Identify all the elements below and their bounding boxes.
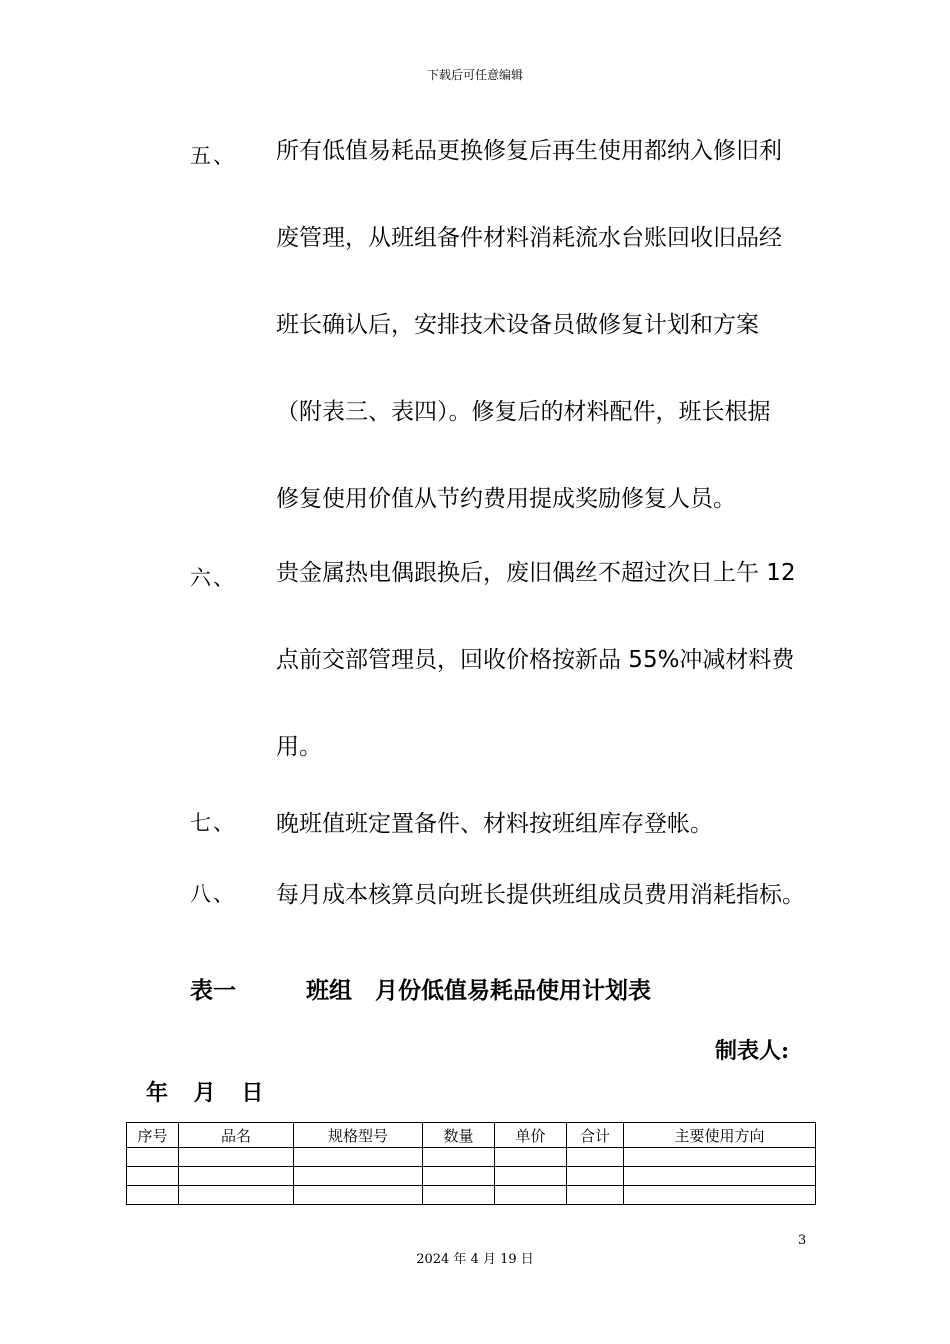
page-number: 3 bbox=[798, 1233, 807, 1248]
clause-line: 所有低值易耗品更换修复后再生使用都纳入修旧利 bbox=[276, 138, 782, 164]
clause-number: 八、 bbox=[190, 882, 236, 906]
table-cell bbox=[294, 1148, 423, 1167]
clause-line: 用。 bbox=[276, 734, 322, 760]
column-header: 合计 bbox=[567, 1123, 624, 1148]
clause-text: 晚班值班定置备件、材料按班组库存登帐。 bbox=[276, 811, 713, 837]
table-cell bbox=[294, 1186, 423, 1205]
table-row bbox=[127, 1148, 816, 1167]
date-label: 年 月 日 bbox=[146, 1080, 264, 1106]
table-cell bbox=[179, 1148, 294, 1167]
clause-number: 六、 bbox=[190, 566, 236, 590]
clause-number: 七、 bbox=[190, 811, 236, 835]
table-cell bbox=[567, 1148, 624, 1167]
column-header: 品名 bbox=[179, 1123, 294, 1148]
table-title bbox=[190, 972, 651, 1005]
table-cell bbox=[127, 1148, 179, 1167]
table-cell bbox=[624, 1186, 816, 1205]
column-header: 规格型号 bbox=[294, 1123, 423, 1148]
table-header-row bbox=[127, 1123, 816, 1148]
table-row bbox=[127, 1186, 816, 1205]
column-header: 序号 bbox=[127, 1123, 179, 1148]
column-header: 单价 bbox=[495, 1123, 567, 1148]
clause-text bbox=[276, 530, 816, 791]
clause-line: 贵金属热电偶跟换后，废旧偶丝不超过次日上午 12 bbox=[276, 560, 796, 586]
table-cell bbox=[294, 1167, 423, 1186]
clause-line: 班长确认后，安排技术设备员做修复计划和方案 bbox=[276, 312, 759, 338]
table-cell bbox=[567, 1186, 624, 1205]
table-label: 表一 bbox=[190, 978, 236, 1004]
maker-label: 制表人: bbox=[715, 1038, 790, 1064]
table-cell bbox=[567, 1167, 624, 1186]
clause-text: 每月成本核算员向班长提供班组成员费用消耗指标。 bbox=[276, 882, 805, 908]
plan-table bbox=[126, 1122, 816, 1205]
column-header: 主要使用方向 bbox=[624, 1123, 816, 1148]
table-row bbox=[127, 1167, 816, 1186]
clause-line: 废管理，从班组备件材料消耗流水台账回收旧品经 bbox=[276, 225, 782, 251]
clause-line: （附表三、表四）。修复后的材料配件，班长根据 bbox=[276, 399, 771, 425]
clause-text bbox=[276, 108, 816, 543]
table-cell bbox=[179, 1186, 294, 1205]
clause-number: 五、 bbox=[190, 144, 236, 168]
table-cell bbox=[127, 1167, 179, 1186]
table-cell bbox=[624, 1167, 816, 1186]
table-cell bbox=[423, 1148, 495, 1167]
table-cell bbox=[127, 1186, 179, 1205]
table-cell bbox=[495, 1167, 567, 1186]
clause-line: 修复使用价值从节约费用提成奖励修复人员。 bbox=[276, 486, 736, 512]
table-cell bbox=[495, 1148, 567, 1167]
table-cell bbox=[624, 1148, 816, 1167]
table-cell bbox=[423, 1186, 495, 1205]
table-cell bbox=[495, 1186, 567, 1205]
table-cell bbox=[179, 1167, 294, 1186]
column-header: 数量 bbox=[423, 1123, 495, 1148]
clause-line: 点前交部管理员，回收价格按新品 55%冲减材料费 bbox=[276, 647, 795, 673]
page-header: 下载后可任意编辑 bbox=[426, 68, 523, 82]
table-cell bbox=[423, 1167, 495, 1186]
table-name: 班组 月份低值易耗品使用计划表 bbox=[306, 978, 651, 1004]
page-footer-date: 2024 年 4 月 19 日 bbox=[416, 1252, 534, 1267]
